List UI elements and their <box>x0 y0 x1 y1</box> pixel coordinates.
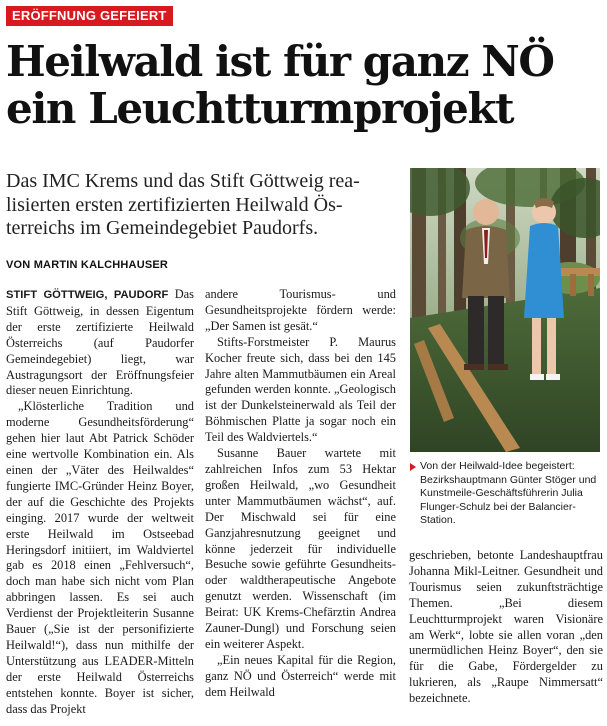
photo-caption <box>410 460 600 528</box>
body-paragraph: Stifts-Forstmeister P. Maurus Kocher freute sich, dass bei den 145 Jahre alten Mammutbäumen ein Areal gefunden werden konnte. „Geologisch ist der Dunkelsteinerwald als Teil der Böhmischen Platte ja sogar noch ein Teil des Waldviertels.“ <box>205 334 396 445</box>
body-column-1 <box>6 287 194 717</box>
headline-line-1: Heilwald ist für ganz NÖ <box>6 37 554 86</box>
body-paragraph: „Ein neues Kapital für die Region, ganz NÖ und Österreich“ werde mit dem Heilwald <box>205 652 396 699</box>
lead-line-3: terreichs im Gemeindegebiet Paudorfs. <box>6 217 319 239</box>
body-paragraph: andere Tourismus- und Gesundheitsprojekte fördern werde: „Der Samen ist gesät.“ <box>205 287 396 333</box>
caption-arrow-icon <box>410 463 416 471</box>
headline-line-2: ein Leuchtturmprojekt <box>6 84 514 133</box>
body-paragraph: „Klösterliche Tradition und moderne Gesundheitsförderung“ gehen hier laut Abt Patrick Schöder eine wertvolle Kombination ein. Als einen der „Väter des Heilwaldes“ fungierte IMC-Gründer Heinz Boyer, der auf die Geschichte des Projekts einging. 2017 wurde der weltweit erste Heilwald im Ostseebad Heringsdorf initiiert, im Waldviertel gab es 2018 einen „Fehlversuch“, doch man habe sich nicht vom Plan abbringen lassen. Es sei auch Verdienst der Projektleiterin Susanne Bauer („Sie ist der personifizierte Heilwald!“), dass nun mithilfe der Unterstützung aus LEADER-Mitteln der erste Heilwald Österreichs entstehen konnte. Boyer ist sicher, dass das Projekt <box>6 399 194 716</box>
section-kicker: ERÖFFNUNG GEFEIERT <box>6 6 173 26</box>
body-paragraph: Susanne Bauer wartete mit zahlreichen Infos zum 53 Hektar großen Heilwald, „wo Gesundheit unter Mammutbäumen wächst“, auf. Der Mischwald sei für eine Ganzjahresnutzung geeignet und könne jederzeit für individuelle Besuche sowie geführte Gesundheits- oder waldtherapeutische Angebote genutzt werden. Wissenschaft (im Beirat: UK Krems-Chefärztin Andrea Zauner-Dungl) und Forschung seien ein weiterer Aspekt. <box>205 446 396 651</box>
lead-paragraph <box>6 170 402 241</box>
lead-line-1: Das IMC Krems und das Stift Göttweig rea- <box>6 170 360 192</box>
body-column-2 <box>205 287 396 701</box>
lead-line-2: lisierten ersten zertifizierten Heilwald Ös- <box>6 193 343 216</box>
body-paragraph: geschrieben, betonte Landeshauptfrau Johanna Mikl-Leitner. Gesundheit und Tourismus seien zukunftsträchtige Themen. „Bei diesem Leuchtturmprojekt waren Visionäre am Werk“, lobte sie allen voran „den unermüdlichen Heinz Boyer“, den sie für die Gabe, Fördergelder zu lukrieren, als „Raupe Nimmersatt“ bezeichnete. <box>409 548 603 706</box>
article-photo <box>410 168 600 452</box>
dateline: STIFT GÖTTWEIG, PAUDORF <box>6 289 169 301</box>
headline <box>6 38 602 132</box>
body-paragraph <box>6 287 194 399</box>
body-text: Das Stift Göttweig, in dessen Eigentum der erste zertifizierte Heilwald Österreichs (auf Paudorfer Gemeindegebiet) liegt, war Austragungsort der Eröffnungsfeier dieser neuen Einrichtung. <box>6 287 194 398</box>
caption-text: Von der Heilwald-Idee begeistert: Bezirkshauptmann Günter Stöger und Kunstmeile-Geschäftsführerin Julia Flunger-Schulz bei der Balancier-Station. <box>420 460 597 527</box>
author-byline: VON MARTIN KALCHHAUSER <box>6 259 169 271</box>
forest-photo-illustration <box>410 168 600 452</box>
body-column-3 <box>409 548 603 707</box>
